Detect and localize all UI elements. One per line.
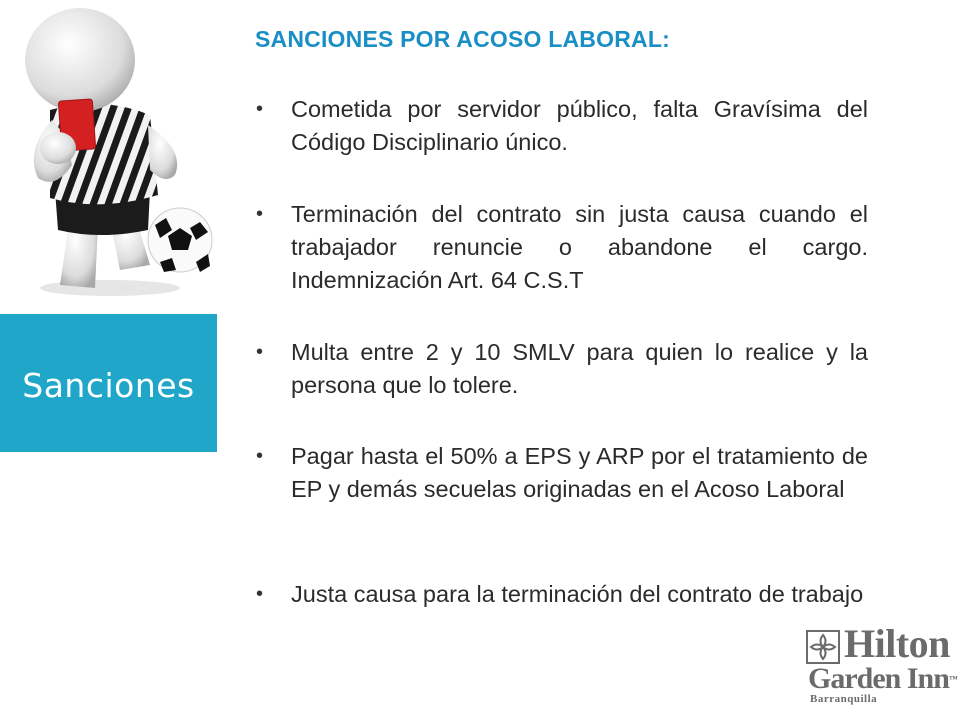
bullet-text: Pagar hasta el 50% a EPS y ARP por el tratamiento de EP y demás secuelas originadas en el Acoso Laboral bbox=[291, 443, 868, 502]
bullet-item bbox=[255, 93, 868, 159]
section-label: Sanciones bbox=[22, 365, 195, 405]
bullet-item bbox=[255, 198, 868, 297]
bullet-text: Justa causa para la terminación del contrato de trabajo bbox=[291, 581, 864, 607]
bullet-item bbox=[255, 578, 868, 611]
bullet-icon: • bbox=[256, 203, 264, 225]
bullet-icon: • bbox=[256, 583, 264, 605]
hilton-garden-inn-logo bbox=[806, 621, 958, 705]
logo-hilton-text: Hilton bbox=[844, 621, 950, 666]
bullet-icon: • bbox=[256, 98, 264, 120]
bullet-icon: • bbox=[256, 341, 264, 363]
logo-city-text: Barranquilla bbox=[810, 693, 878, 705]
referee-figure-icon bbox=[0, 0, 230, 300]
bullet-icon: • bbox=[256, 445, 264, 467]
bullet-text: Terminación del contrato sin justa causa cuando el trabajador renuncie o abandone el cargo. Indemnización Art. 64 C.S.T bbox=[291, 201, 868, 293]
logo-garden-inn-text bbox=[808, 664, 958, 694]
hilton-logo-icon bbox=[806, 630, 840, 664]
bullet-text: Multa entre 2 y 10 SMLV para quien lo realice y la persona que lo tolere. bbox=[291, 339, 868, 398]
logo-trademark: ™ bbox=[948, 674, 958, 684]
bullet-item bbox=[255, 440, 868, 506]
bullet-item bbox=[255, 336, 868, 402]
slide-heading: SANCIONES POR ACOSO LABORAL: bbox=[255, 26, 670, 52]
soccer-ball-icon bbox=[148, 208, 212, 272]
section-label-block bbox=[0, 314, 217, 452]
bullet-text: Cometida por servidor público, falta Gravísima del Código Disciplinario único. bbox=[291, 96, 868, 155]
logo-garden-inn-label: Garden Inn bbox=[808, 662, 949, 695]
